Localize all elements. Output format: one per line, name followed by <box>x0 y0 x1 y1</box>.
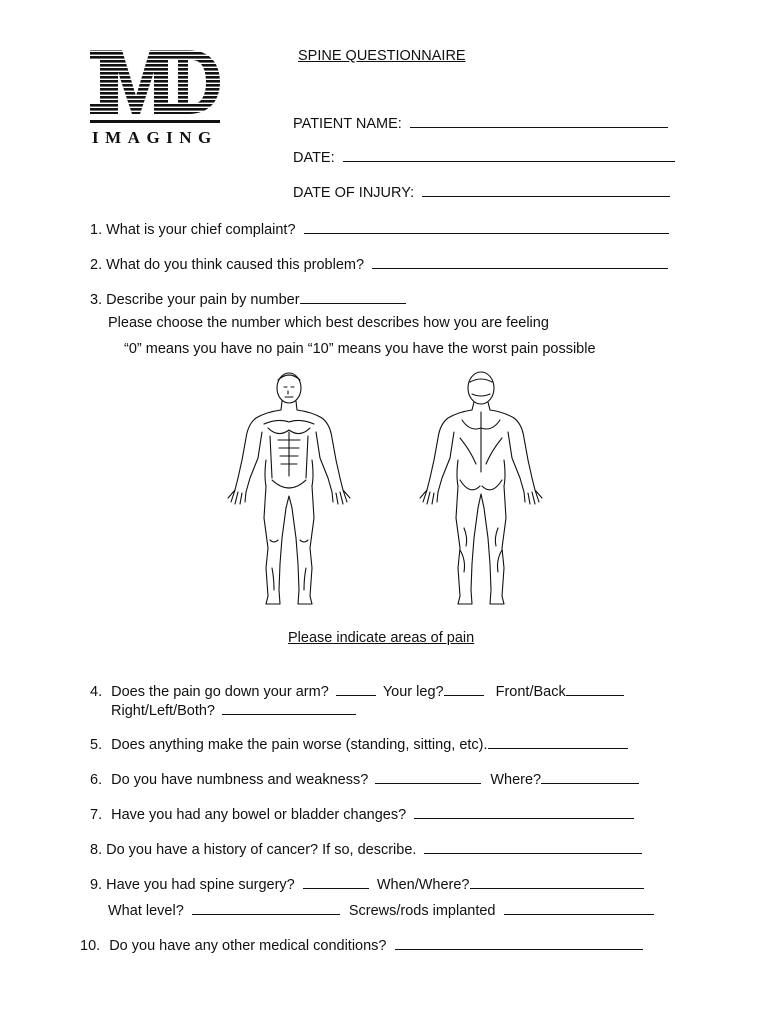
question-9 <box>90 874 644 894</box>
question-5-text: Does anything make the pain worse (standing, sitting, etc). <box>111 737 488 753</box>
patient-name-label: PATIENT NAME: <box>293 116 402 132</box>
question-8 <box>90 839 642 859</box>
question-7-number: 7. <box>90 807 103 823</box>
question-6-blank[interactable] <box>375 769 481 784</box>
question-2 <box>90 254 668 274</box>
question-3-scale: “0” means you have no pain “10” means you have the worst pain possible <box>124 341 596 357</box>
date-blank[interactable] <box>343 147 675 162</box>
question-10-text: Do you have any other medical conditions? <box>109 938 387 954</box>
question-6-where-label: Where? <box>490 772 542 788</box>
question-4-side-label: Right/Left/Both? <box>111 703 215 719</box>
patient-name-blank[interactable] <box>410 113 668 128</box>
question-4-arm-blank[interactable] <box>336 681 376 696</box>
question-9-details <box>108 900 654 920</box>
question-6-number: 6. <box>90 772 103 788</box>
question-10 <box>80 935 643 955</box>
logo-word: IMAGING <box>92 128 218 147</box>
question-3 <box>90 289 406 309</box>
question-4 <box>90 681 624 701</box>
question-4-number: 4. <box>90 684 103 700</box>
date-field[interactable] <box>293 147 675 167</box>
pain-areas-caption: Please indicate areas of pain <box>288 630 475 646</box>
question-9-surgery-blank[interactable] <box>303 874 369 889</box>
question-1 <box>90 219 669 239</box>
patient-name-field[interactable] <box>293 113 668 133</box>
question-4-side <box>111 700 356 720</box>
question-8-text: 8. Do you have a history of cancer? If so, describe. <box>90 842 417 858</box>
question-8-blank[interactable] <box>424 839 642 854</box>
question-7-blank[interactable] <box>414 804 634 819</box>
question-4-side-blank[interactable] <box>222 700 356 715</box>
question-4-text: Does the pain go down your arm? <box>111 684 329 700</box>
body-back-figure[interactable] <box>414 368 548 608</box>
question-9-screws-blank[interactable] <box>504 900 654 915</box>
question-9-when-label: When/Where? <box>376 877 470 893</box>
question-10-blank[interactable] <box>395 935 643 950</box>
question-3-blank[interactable] <box>300 289 406 304</box>
question-9-text: 9. Have you had spine surgery? <box>90 877 295 893</box>
question-1-blank[interactable] <box>304 219 669 234</box>
question-7-text: Have you had any bowel or bladder changes? <box>111 807 407 823</box>
question-4-leg-label: Your leg? <box>382 684 444 700</box>
question-5-blank[interactable] <box>488 734 628 749</box>
question-6-where-blank[interactable] <box>541 769 639 784</box>
question-9-level-blank[interactable] <box>192 900 340 915</box>
question-10-number: 10. <box>80 938 101 954</box>
date-of-injury-label: DATE OF INJURY: <box>293 185 415 201</box>
question-3-instruction: Please choose the number which best describes how you are feeling <box>108 315 549 331</box>
question-9-level-label: What level? <box>108 903 184 919</box>
question-6-text: Do you have numbness and weakness? <box>111 772 369 788</box>
question-4-frontback-blank[interactable] <box>566 681 624 696</box>
question-3-text: 3. Describe your pain by number <box>90 292 300 308</box>
question-6 <box>90 769 639 789</box>
date-of-injury-blank[interactable] <box>422 182 670 197</box>
question-1-text: 1. What is your chief complaint? <box>90 222 296 238</box>
question-9-when-blank[interactable] <box>470 874 644 889</box>
date-of-injury-field[interactable] <box>293 182 670 202</box>
question-4-frontback-label: Front/Back <box>495 684 566 700</box>
question-5 <box>90 734 628 754</box>
question-2-text: 2. What do you think caused this problem? <box>90 257 365 273</box>
body-front-figure[interactable] <box>222 368 356 608</box>
question-4-leg-blank[interactable] <box>444 681 484 696</box>
question-5-number: 5. <box>90 737 103 753</box>
question-7 <box>90 804 634 824</box>
date-label: DATE: <box>293 150 335 166</box>
md-imaging-logo <box>88 44 222 154</box>
question-2-blank[interactable] <box>372 254 668 269</box>
question-9-screws-label: Screws/rods implanted <box>348 903 496 919</box>
page-title: SPINE QUESTIONNAIRE <box>298 48 466 64</box>
